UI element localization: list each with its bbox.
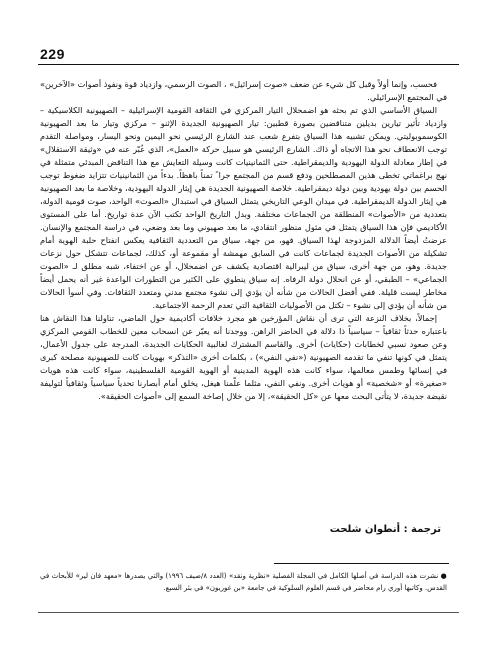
paragraph-1: فحسب، وإنما أولاً وقبل كل شيء عن ضعف «صوت إسرائيل» ، الصوت الرسمي، وازدياد قوة ونفوذ أصوات «الآخرين» في المجتمع الإسرائيلي. bbox=[40, 79, 447, 102]
page-number: 229 bbox=[40, 46, 65, 62]
paragraph-2: السياق الأساسي الذي تم بحثه هو اضمحلال التيار المركزي في الثقافة القومية الإسرائيلية – الصهيونية الكلاسيكية – وازدياد تأثير تيارين بديلين متناقضين بصورة قطبين: تيار الصهيونية الجديدة الإثنو – مركزي وتيار ما بعد الصهيونية الكوسموبوليتي. ويمكن تشبيه هذا السياق بتفرع شعب عند الشارع الرئيسي نحو اليمين ونحو اليسار، ومواصلة التقدم توجب الانعطاف نحو هذا الاتجاه أو ذاك. الشارع الرئيسي هو سبيل حركة «العمل»، الذي عُبّر عنه في «وثيقة الاستقلال» في إطار معادلة الدولة اليهودية والديمقراطية. حتى الثمانينيات كانت وسيلة التعايش مع هذا التناقض المبدئي متمثلة في نهج براغماتي تخطى هذين المصطلحين ودفع قسم من المجتمع جرا ً تمناً باهظاً. بدءاً من الثمانينيات تتزايد ضغوط توجب الحسم بين دولة يهودية وبين دولة ديمقراطية. خلاصة الصهيونية الجديدة هي إيثار الدولة اليهودية، وخلاصة ما بعد الصهيونية هي إيثار الدولة الديمقراطية. في ميدان الوعي التاريخي يتمثل السياق في استبدال «الصوت» الواحد، صوت قومية الدولة، بتعددية من «الأصوات» المنطلقة من الجماعات مختلفة. وبدل التاريخ الواحد تكتب الآن عدة تواريخ. أما على المستوى الأكاديمي فإن هذا السياق يتمثل في مثول منظور انتقادي، ما بعد صهيوني وما بعد وضعي، في دراسة المجتمع والإنسان. عرضتُ أيضاً الدلالة المزدوجة لهذا السياق. فهو، من جهة، سياق من التعددية الثقافية يعكس انفتاح حلبة الهوية أمام تشكيلة من الأصوات الجديدة لجماعات كانت في السابق مهمشة أو مقموعة أو، كذلك، لجماعات تتشكل حول نزعات جديدة. وهو، من جهة أخرى، سياق من ليبرالية اقتصادية يكشف عن اضمحلال، أو عن اختفاء، شبه مطلق لـ «الصوت الجماعي» – الطبقي، أو عن انحلال دولة الرفاه. إنه سياق ينطوي على الكثير من التطورات الواعدة غير أنه يحمل أيضاً مخاطر ليست قليلة. ففي أفضل الحالات من شأنه أن يؤدي إلى نشوء مجتمع مدني ومتعدد الثقافات. وفي أسوأ الحالات من شأنه أن يؤدي إلى نشوء – تكتل من الأصوليات الثقافية التي تعدم الرحمة الاجتماعية. bbox=[40, 105, 447, 310]
translator-signature: ترجمة : أنطوان شلحت bbox=[329, 524, 441, 535]
paragraph-3: إجمالاً، بخلاف النزعة التي ترى أن نقاش المؤرخين هو مجرد خلافات أكاديمية حول الماضي، تناولنا هذا النقاش هنا باعتباره حدثاً ثقافياً – سياسياً ذا دلالة في الحاضر الراهن. ووجدنا أنه يعبّر عن انسحاب معين للخطاب القومي المركزي وعن صعود نسبي لخطابات (حكايات) أخرى. والقاسم المشترك لغالبية الحكايات الجديدة، المدرجة على جدول الأعمال، يتمثل في كونها تنفي ما تقدمه الصهيونية («نفي النفي») ، بكلمات أخرى «التذكر» بهويات كانت للصهيونية مصلحة كبرى في إنسائها وطمس معالمها، سواء كانت هذه الهوية المدينية أو الهوية القومية الفلسطينية، سواء كانت هذه هويات «صغيرة» أو «شخصية» أو هويات أخرى. ونفي النفي، مثلما علّمنا هيغل، يخلق أمام أبصارنا تحدياً سياسياً وثقافياً لتوليفة نقيضة جديدة، لا يتأتى البحث معها عن «كل الحقيقة»، إلا من خلال إصاخة السمع إلى «أصوات الحقيقة». bbox=[40, 313, 447, 401]
footnote: ● نشرت هذه الدراسة في أصلها الكامل في المجلة الفصلية «نظرية ونقد» (العدد ٨/صيف ١٩٩٦) والتي يصدرها «معهد فان لير» للأبحاث في القدس. وكاتبها أوري رام محاضر في قسم العلوم السلوكية في جامعة «بن غوريون» في بئر السبع. bbox=[40, 572, 447, 592]
footnote-rule bbox=[274, 563, 449, 564]
footer-rule bbox=[38, 612, 459, 613]
article-body bbox=[40, 78, 447, 403]
header-rule bbox=[38, 64, 459, 65]
